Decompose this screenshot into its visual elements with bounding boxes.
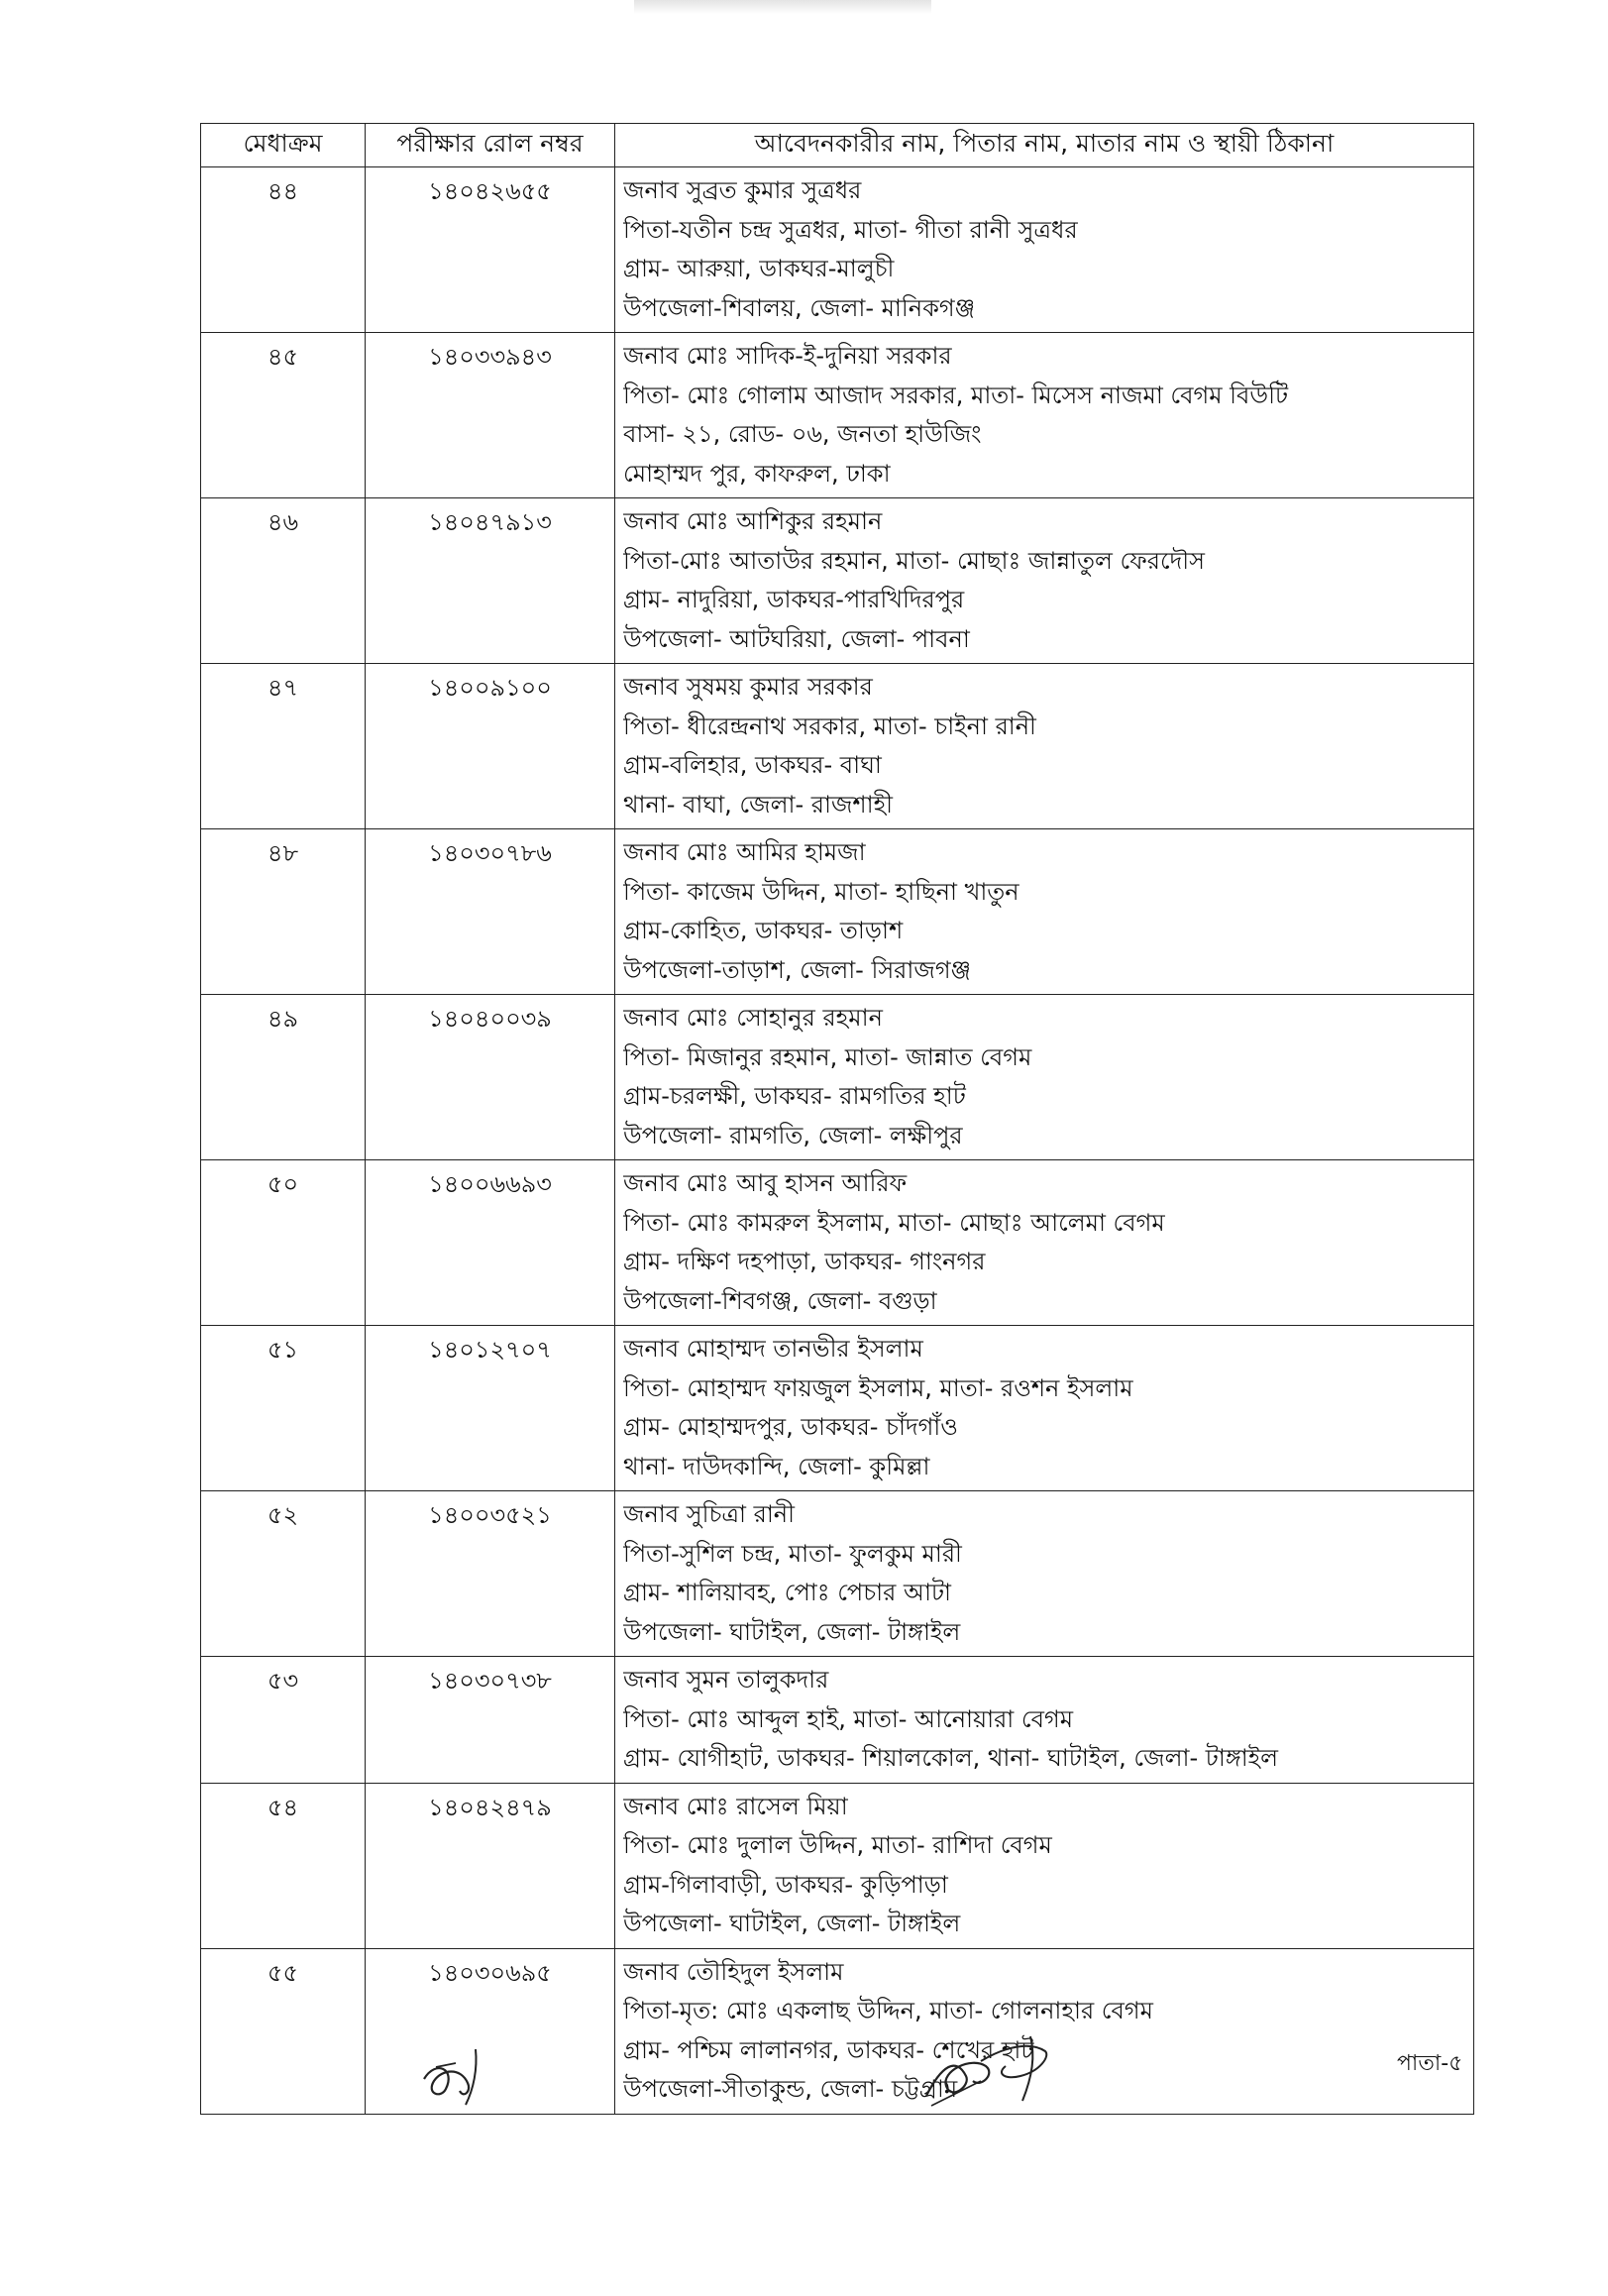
merit-rank: ৪৫: [201, 333, 366, 498]
applicant-name: জনাব মোঃ আবু হাসন আরিফ: [623, 1169, 908, 1197]
applicant-name: জনাব মোঃ রাসেল মিয়া: [623, 1792, 848, 1820]
applicant-detail-line: গ্রাম- মোহাম্মদপুর, ডাকঘর- চাঁদগাঁও: [623, 1413, 958, 1441]
applicant-details: [615, 333, 1474, 498]
table-row: [201, 1160, 1474, 1326]
applicant-details: [615, 167, 1474, 333]
scan-artifact: [634, 0, 931, 14]
applicant-detail-line: মোহাম্মদ পুর, কাফরুল, ঢাকা: [623, 459, 891, 488]
roll-number: ১৪০৪২৬৫৫: [366, 167, 615, 333]
merit-rank: ৪৯: [201, 995, 366, 1160]
merit-rank: ৪৬: [201, 498, 366, 664]
applicant-detail-line: পিতা-মৃত: মোঃ একলাছ উদ্দিন, মাতা- গোলনাহার বেগম: [623, 1997, 1153, 2024]
applicant-details: [615, 995, 1474, 1160]
roll-number: ১৪০৪২৪৭৯: [366, 1783, 615, 1948]
roll-number: ১৪০০৬৬৯৩: [366, 1160, 615, 1326]
merit-rank: ৪৮: [201, 829, 366, 995]
applicant-detail-line: থানা- বাঘা, জেলা- রাজশাহী: [623, 790, 894, 819]
signature-right: [911, 2026, 1060, 2116]
table-row: [201, 1783, 1474, 1948]
applicant-detail-line: পিতা-মোঃ আতাউর রহমান, মাতা- মোছাঃ জান্নাতুল ফেরদৌস: [623, 546, 1205, 575]
applicant-name: জনাব সুচিত্রা রানী: [623, 1500, 795, 1528]
roll-number: ১৪০৪০০৩৯: [366, 995, 615, 1160]
applicant-detail-line: পিতা- মিজানুর রহমান, মাতা- জান্নাত বেগম: [623, 1042, 1032, 1071]
applicant-detail-line: পিতা- ধীরেন্দ্রনাথ সরকার, মাতা- চাইনা রানী: [623, 711, 1036, 740]
applicant-detail-line: পিতা-সুশিল চন্দ্র, মাতা- ফুলকুম মারী: [623, 1539, 962, 1568]
applicant-name: জনাব সুষময় কুমার সরকার: [623, 673, 873, 701]
table-row: [201, 1326, 1474, 1491]
merit-list-table: [200, 123, 1474, 2115]
applicant-name: জনাব মোহাম্মদ তানভীর ইসলাম: [623, 1335, 923, 1363]
applicant-name: জনাব সুমন তালুকদার: [623, 1666, 829, 1694]
applicant-detail-line: পিতা- মোহাম্মদ ফায়জুল ইসলাম, মাতা- রওশন ইসলাম: [623, 1373, 1133, 1402]
applicant-detail-line: গ্রাম- যোগীহাট, ডাকঘর- শিয়ালকোল, থানা- ঘাটাইল, জেলা- টাঙ্গাইল: [623, 1744, 1279, 1772]
applicant-detail-line: উপজেলা- আটঘরিয়া, জেলা- পাবনা: [623, 624, 970, 653]
applicant-detail-line: উপজেলা- ঘাটাইল, জেলা- টাঙ্গাইল: [623, 1910, 961, 1937]
applicant-name: জনাব মোঃ আশিকুর রহমান: [623, 507, 883, 535]
applicant-detail-line: পিতা- মোঃ দুলাল উদ্দিন, মাতা- রাশিদা বেগম: [623, 1831, 1052, 1859]
applicant-details: [615, 1657, 1474, 1784]
roll-number: ১৪০০৩৫২১: [366, 1491, 615, 1657]
applicant-detail-line: পিতা- কাজেম উদ্দিন, মাতা- হাছিনা খাতুন: [623, 877, 1019, 906]
table-row: [201, 829, 1474, 995]
signature-left: [416, 2039, 535, 2109]
table-row: [201, 498, 1474, 664]
applicant-detail-line: গ্রাম- নাদুরিয়া, ডাকঘর-পারখিদিরপুর: [623, 586, 965, 613]
merit-rank: ৪৭: [201, 664, 366, 829]
roll-number: ১৪০১২৭০৭: [366, 1326, 615, 1491]
applicant-detail-line: উপজেলা-সীতাকুন্ড, জেলা- চট্টগ্রাম: [623, 2075, 958, 2103]
applicant-detail-line: গ্রাম-গিলাবাড়ী, ডাকঘর- কুড়িপাড়া: [623, 1870, 948, 1899]
header-rank: মেধাক্রম: [201, 124, 366, 167]
merit-rank: ৫৫: [201, 1948, 366, 2114]
applicant-details: [615, 1326, 1474, 1491]
table-row: [201, 995, 1474, 1160]
table-row: [201, 167, 1474, 333]
applicant-details: [615, 664, 1474, 829]
applicant-detail-line: পিতা-যতীন চন্দ্র সুত্রধর, মাতা- গীতা রানী সুত্রধর: [623, 215, 1078, 244]
applicant-detail-line: গ্রাম- আরুয়া, ডাকঘর-মালুচী: [623, 255, 895, 282]
applicant-detail-line: পিতা- মোঃ গোলাম আজাদ সরকার, মাতা- মিসেস নাজমা বেগম বিউটি: [623, 381, 1289, 409]
applicant-name: জনাব সুব্রত কুমার সুত্রধর: [623, 176, 862, 204]
table-row: [201, 1948, 1474, 2114]
page-number: পাতা-৫: [1397, 2051, 1463, 2076]
applicant-detail-line: গ্রাম- শালিয়াবহ, পোঃ পেচার আটা: [623, 1579, 951, 1606]
table-row: [201, 1657, 1474, 1784]
applicant-details: [615, 1160, 1474, 1326]
applicant-name: জনাব মোঃ সাদিক-ই-দুনিয়া সরকার: [623, 342, 952, 370]
applicant-details: [615, 829, 1474, 995]
roll-number: ১৪০৩০৭৩৮: [366, 1657, 615, 1784]
applicant-name: জনাব মোঃ আমির হামজা: [623, 838, 866, 866]
applicant-detail-line: উপজেলা-শিবগঞ্জ, জেলা- বগুড়া: [623, 1286, 937, 1315]
merit-rank: ৫৪: [201, 1783, 366, 1948]
applicant-detail-line: গ্রাম- দক্ষিণ দহপাড়া, ডাকঘর- গাংনগর: [623, 1248, 986, 1275]
applicant-detail-line: পিতা- মোঃ আব্দুল হাই, মাতা- আনোয়ারা বেগম: [623, 1704, 1074, 1733]
applicant-detail-line: উপজেলা- ঘাটাইল, জেলা- টাঙ্গাইল: [623, 1617, 961, 1646]
applicant-detail-line: গ্রাম- পশ্চিম লালানগর, ডাকঘর- শেখের হাট: [623, 2035, 1034, 2064]
merit-rank: ৫২: [201, 1491, 366, 1657]
merit-rank: ৫০: [201, 1160, 366, 1326]
applicant-detail-line: উপজেলা- রামগতি, জেলা- লক্ষীপুর: [623, 1121, 963, 1149]
applicant-detail-line: গ্রাম-বলিহার, ডাকঘর- বাঘা: [623, 751, 882, 779]
merit-rank: ৪৪: [201, 167, 366, 333]
merit-rank: ৫৩: [201, 1657, 366, 1784]
applicant-detail-line: উপজেলা-তাড়াশ, জেলা- সিরাজগঞ্জ: [623, 955, 972, 984]
applicant-detail-line: বাসা- ২১, রোড- ০৬, জনতা হাউজিং: [623, 420, 982, 448]
applicant-detail-line: থানা- দাউদকান্দি, জেলা- কুমিল্লা: [623, 1452, 930, 1480]
merit-rank: ৫১: [201, 1326, 366, 1491]
applicant-detail-line: পিতা- মোঃ কামরুল ইসলাম, মাতা- মোছাঃ আলেমা বেগম: [623, 1208, 1165, 1237]
header-details: আবেদনকারীর নাম, পিতার নাম, মাতার নাম ও স্থায়ী ঠিকানা: [615, 124, 1474, 167]
applicant-name: জনাব তৌহিদুল ইসলাম: [623, 1957, 844, 1986]
table-header-row: [201, 124, 1474, 167]
roll-number: ১৪০০৯১০০: [366, 664, 615, 829]
applicant-details: [615, 1783, 1474, 1948]
table-row: [201, 333, 1474, 498]
table-row: [201, 1491, 1474, 1657]
table-row: [201, 664, 1474, 829]
roll-number: ১৪০৪৭৯১৩: [366, 498, 615, 664]
roll-number: ১৪০৩০৬৯৫: [366, 1948, 615, 2114]
applicant-detail-line: গ্রাম-কোহিত, ডাকঘর- তাড়াশ: [623, 917, 904, 944]
applicant-detail-line: উপজেলা-শিবালয়, জেলা- মানিকগঞ্জ: [623, 293, 976, 322]
roll-number: ১৪০৩০৭৮৬: [366, 829, 615, 995]
roll-number: ১৪০৩৩৯৪৩: [366, 333, 615, 498]
applicant-details: [615, 1491, 1474, 1657]
applicant-details: [615, 498, 1474, 664]
applicant-detail-line: গ্রাম-চরলক্ষী, ডাকঘর- রামগতির হাট: [623, 1082, 966, 1110]
applicant-name: জনাব মোঃ সোহানুর রহমান: [623, 1004, 883, 1032]
header-roll: পরীক্ষার রোল নম্বর: [366, 124, 615, 167]
